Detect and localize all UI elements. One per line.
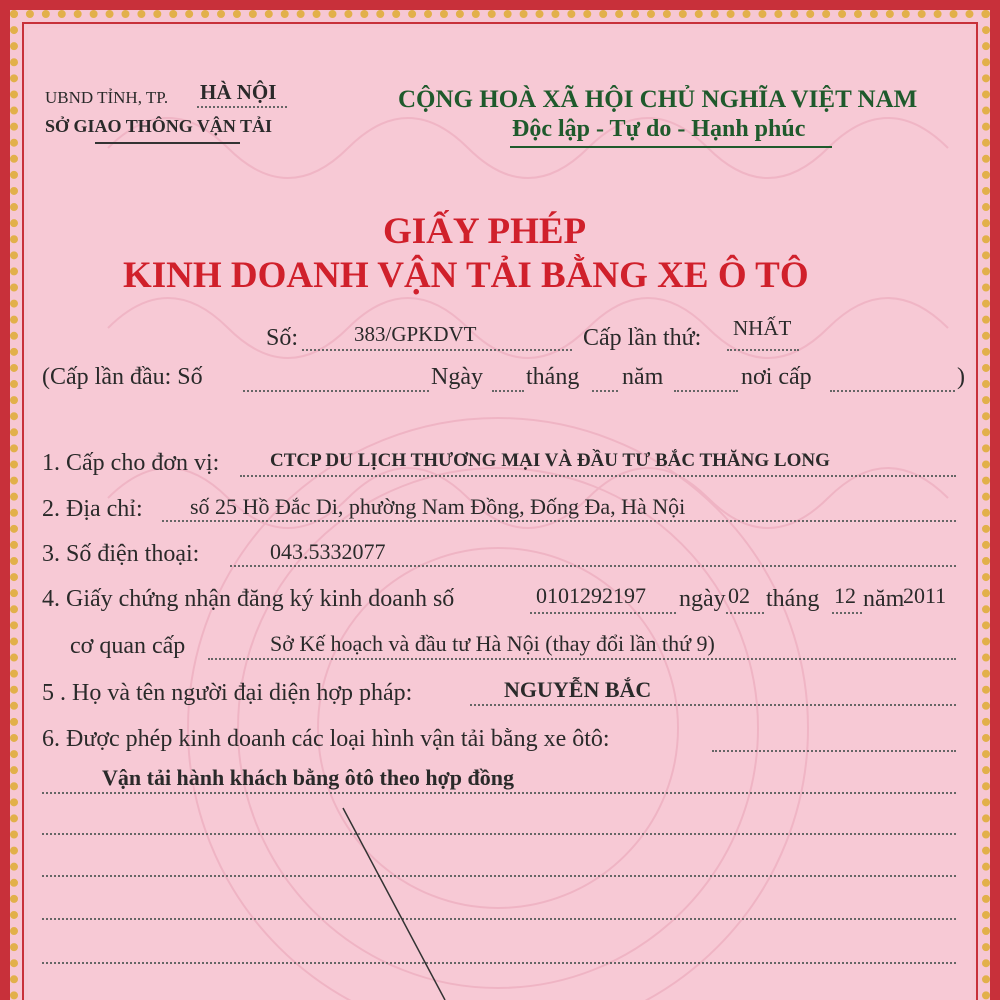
- cert-label: 4. Giấy chứng nhận đăng ký kinh doanh số: [42, 586, 455, 612]
- phone-label: 3. Số điện thoại:: [42, 541, 200, 567]
- business-types-label: 6. Được phép kinh doanh các loại hình vận tải bằng xe ôtô:: [42, 726, 610, 752]
- business-types-value: Vận tải hành khách bằng ôtô theo hợp đồng: [102, 765, 514, 790]
- issuer-label: cơ quan cấp: [70, 633, 186, 659]
- cert-number: 0101292197: [536, 583, 646, 608]
- title-line1: GIẤY PHÉP: [383, 211, 587, 252]
- cert-year-label: năm: [863, 586, 905, 612]
- phone-value: 043.5332077: [270, 539, 386, 564]
- representative-value: NGUYỄN BẮC: [504, 677, 652, 702]
- address-label: 2. Địa chỉ:: [42, 496, 143, 522]
- issue-count-value: NHẤT: [733, 316, 792, 340]
- first-issue-place: nơi cấp: [741, 364, 812, 390]
- title-line2: KINH DOANH VẬN TẢI BẰNG XE Ô TÔ: [123, 255, 809, 296]
- issue-count-label: Cấp lần thứ:: [583, 325, 702, 351]
- cert-month-label: tháng: [766, 586, 820, 612]
- unit-value: CTCP DU LỊCH THƯƠNG MẠI VÀ ĐẦU TƯ BẮC THĂNG LONG: [270, 450, 830, 471]
- first-issue-day: Ngày: [431, 364, 483, 390]
- national-motto: Độc lập - Tự do - Hạnh phúc: [512, 116, 806, 142]
- address-value: số 25 Hồ Đắc Di, phường Nam Đồng, Đống Đa, Hà Nội: [190, 494, 686, 519]
- first-issue-month: tháng: [526, 364, 580, 390]
- first-issue-year: năm: [622, 364, 664, 390]
- first-issue-close: ): [957, 364, 965, 390]
- city-name: HÀ NỘI: [200, 80, 277, 104]
- province-label: UBND TỈNH, TP.: [45, 88, 169, 107]
- first-issue-label: (Cấp lần đầu: Số: [42, 364, 203, 390]
- cert-year: 2011: [903, 583, 947, 608]
- department-name: SỞ GIAO THÔNG VẬN TẢI: [45, 116, 273, 136]
- cert-month: 12: [834, 583, 856, 608]
- number-label: Số:: [266, 325, 299, 351]
- unit-label: 1. Cấp cho đơn vị:: [42, 450, 220, 476]
- license-number: 383/GPKDVT: [354, 322, 477, 346]
- issuer-value: Sở Kế hoạch và đầu tư Hà Nội (thay đổi lần thứ 9): [270, 631, 715, 656]
- cert-day: 02: [728, 583, 750, 608]
- representative-label: 5 . Họ và tên người đại diện hợp pháp:: [42, 680, 413, 706]
- country-name: CỘNG HOÀ XÃ HỘI CHỦ NGHĨA VIỆT NAM: [398, 86, 918, 113]
- cert-day-label: ngày: [679, 586, 726, 612]
